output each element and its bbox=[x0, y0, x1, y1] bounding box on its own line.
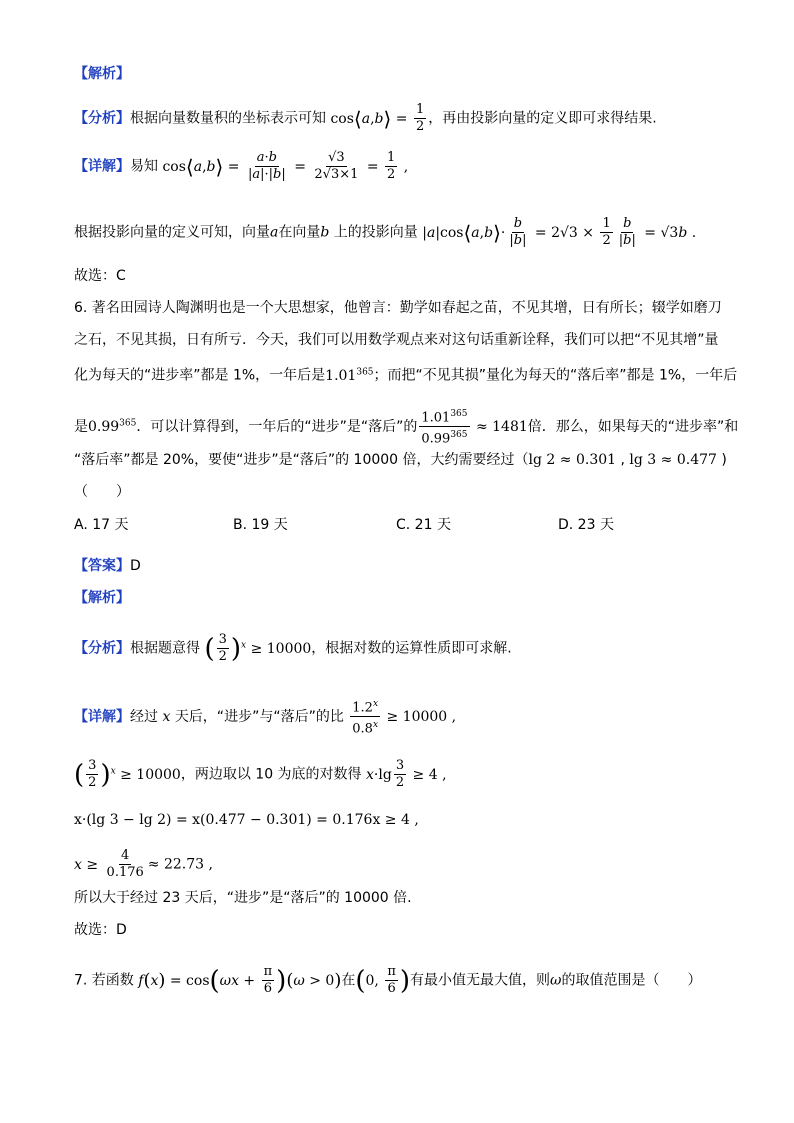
analysis-text-a: 根据向量数量积的坐标表示可知 bbox=[130, 110, 326, 127]
projection-line: 根据投影向量的定义可知，向量a在向量b 上的投影向量 |a|cos⟨a,b⟩· $\frac{b}{|b|}$ = 2√3 × $\frac{1}{2}$ $\frac{b}{|b|}$ = √3b . bbox=[74, 216, 697, 248]
q6-detail-2: ( $\frac{3}{2}$ )$^x$ ≥ 10000，两边取以 10 为底的对数得 x·lg $\frac{3}{2}$ ≥ 4 , bbox=[74, 758, 447, 790]
detail-ratio: $\frac{1.2^x}{0.8^x}$ ≥ 10000 , bbox=[348, 709, 456, 725]
detail-line bbox=[74, 150, 724, 183]
detail-log: x·lg $\frac{3}{2}$ ≥ 4 , bbox=[366, 758, 447, 790]
option-a: A. 17 天 bbox=[74, 517, 129, 533]
analysis-text-b: ，再由投影向量的定义即可求得结果. bbox=[428, 110, 657, 127]
projection-formula: |a|cos⟨a,b⟩· $\frac{b}{|b|}$ = 2√3 × $\frac{1}{2}$ $\frac{b}{|b|}$ = √3b . bbox=[422, 216, 697, 248]
q6-detail-4: x ≥ $\frac{4}{0.176}$ ≈ 22.73 , bbox=[74, 848, 213, 880]
q6-line-5: “落后率”都是 20%，要使“进步”是“落后”的 10000 倍，大约需要经过（lg 2 ≈ 0.301 , lg 3 ≈ 0.477 ) bbox=[74, 452, 727, 468]
detail-text-a: 易知 bbox=[130, 158, 158, 175]
q7-function: f(x) = cos(ωx + $\frac{\pi}{6}$ )(ω > 0) bbox=[138, 964, 342, 996]
answer-line-q5: 故选：C bbox=[74, 268, 126, 284]
omega-symbol: ω bbox=[550, 972, 562, 989]
detail-power: ( $\frac{3}{2}$ )$^x$ ≥ 10000 bbox=[74, 758, 181, 790]
projection-text-a: 根据投影向量的定义可知，向量 bbox=[74, 224, 270, 241]
q6-final: 故选：D bbox=[74, 922, 127, 938]
tag-jiexi: 【解析】 bbox=[74, 66, 130, 82]
option-d: D. 23 天 bbox=[558, 517, 614, 533]
q7-interval: (0, $\frac{\pi}{6}$ ) bbox=[355, 964, 411, 996]
q6-answer-value: D bbox=[130, 558, 141, 574]
q6-analysis: 【分析】根据题意得 ( $\frac{3}{2}$ )$^x$ ≥ 10000，根据对数的运算性质即可求解. bbox=[74, 632, 512, 664]
solution-header bbox=[74, 64, 724, 84]
q6-line-4: 是0.99$^{365}$．可以计算得到，一年后的“进步”是“落后”的 $\frac{1.01^{365}}{0.99^{365}}$ ≈ 1481倍．那么，如果每天的“进步率”和 bbox=[74, 406, 724, 448]
projection-text-c: 上的投影向量 bbox=[333, 224, 418, 241]
q6-detail-3: x·(lg 3 − lg 2) = x(0.477 − 0.301) = 0.176x ≥ 4 , bbox=[74, 812, 419, 828]
q6-detail-1: 【详解】经过 x 天后，“进步”与“落后”的比 $\frac{1.2^x}{0.8^x}$ ≥ 10000 , bbox=[74, 696, 724, 738]
q6-line-6: （ ） bbox=[74, 484, 130, 500]
tag-xiangjie: 【详解】 bbox=[74, 158, 130, 175]
expr-0-99-365: 0.99$^{365}$ bbox=[88, 418, 137, 435]
q6-answer: 【答案】D bbox=[74, 558, 141, 574]
q6-line-3: 化为每天的“进步率”都是 1%，一年后是1.01$^{365}$；而把“不见其损”量化为每天的“落后率”都是 1%，一年后 bbox=[74, 367, 738, 384]
expr-1-01-365: 1.01$^{365}$ bbox=[325, 367, 374, 384]
option-c: C. 21 天 bbox=[396, 517, 451, 533]
q6-detail-5: 所以大于经过 23 天后，“进步”是“落后”的 10000 倍. bbox=[74, 890, 412, 906]
analysis-inequality: ( $\frac{3}{2}$ )$^x$ ≥ 10000 bbox=[204, 632, 312, 664]
option-b: B. 19 天 bbox=[233, 517, 288, 533]
detail-formula: cos⟨a,b⟩ = $\frac{a\cdot b}{|a|\cdot|b|}$ = $\frac{√3}{2√3\times 1}$ = $\frac{1}{2}$ , bbox=[162, 150, 409, 182]
projection-text-b: 在向量 bbox=[278, 224, 321, 241]
q6-line-2: 之石，不见其损，日有所亏．今天，我们可以用数学观点来对这句话重新诠释，我们可以把“不见其增”量 bbox=[74, 332, 719, 348]
q6-line-1: 6. 著名田园诗人陶渊明也是一个大思想家，他曾言：勤学如春起之苗，不见其增，日有所长；辍学如磨刀 bbox=[74, 300, 722, 316]
q6-jiexi: 【解析】 bbox=[74, 590, 130, 606]
cos-formula: cos⟨a,b⟩ = $\frac{1}{2}$ bbox=[330, 102, 425, 134]
analysis-line bbox=[74, 102, 724, 135]
q7-stem: 7. 若函数 f(x) = cos(ωx + $\frac{\pi}{6}$ )(ω > 0)在(0, $\frac{\pi}{6}$ )有最小值无最大值，则ω的取值范围是（ ） bbox=[74, 964, 702, 996]
lg2-value: lg 2 ≈ 0.301 bbox=[528, 452, 617, 468]
ratio-formula: $\frac{1.01^{365}}{0.99^{365}}$ ≈ 1481 bbox=[417, 419, 527, 435]
lg3-value: lg 3 ≈ 0.477 bbox=[629, 452, 717, 468]
tag-fenxi: 【分析】 bbox=[74, 110, 130, 127]
